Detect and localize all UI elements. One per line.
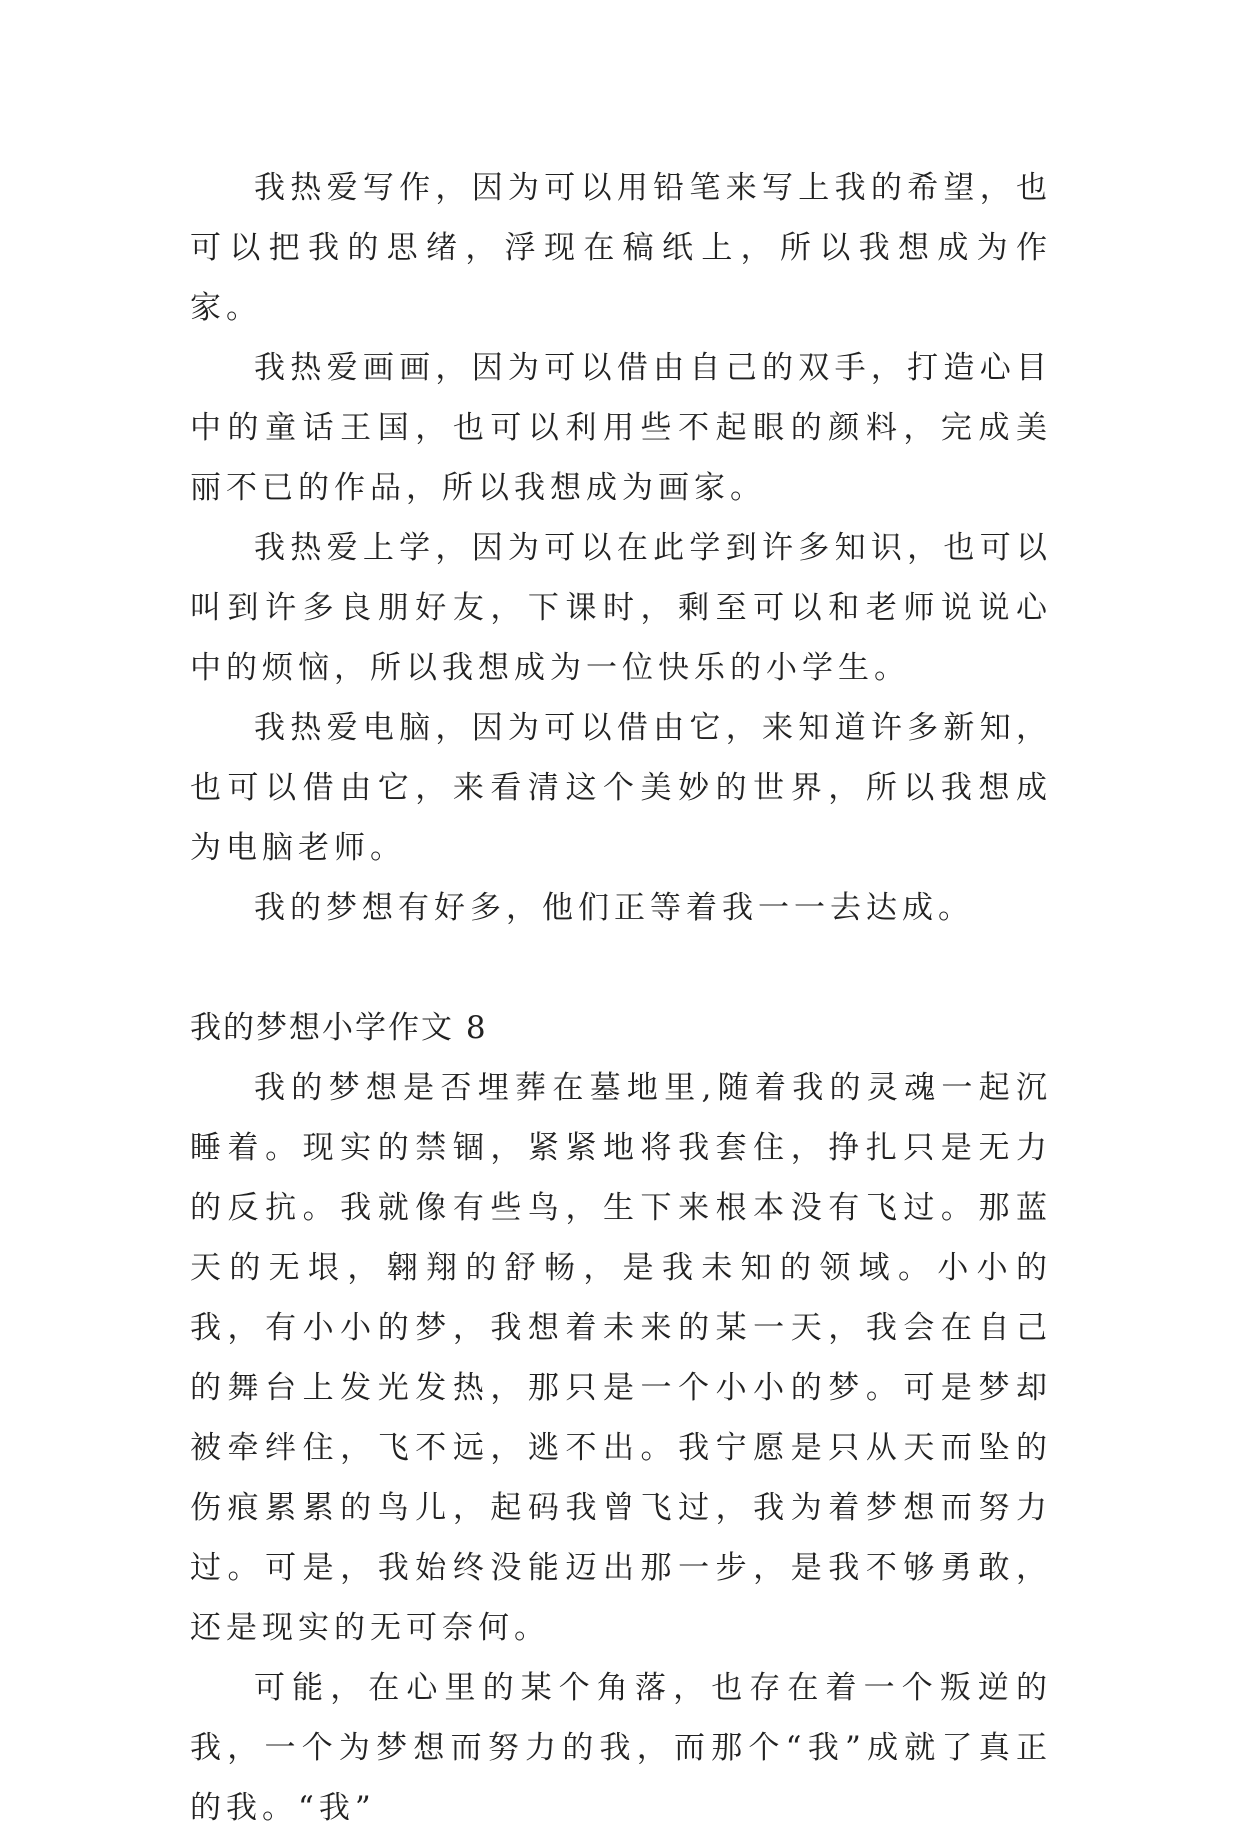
paragraph-school: 我热爱上学，因为可以在此学到许多知识，也可以叫到许多良朋好友，下课时，剩至可以和老师说说心中的烦恼，所以我想成为一位快乐的小学生。 [190,530,1052,686]
section-heading: 我的梦想小学作文 8 [190,1010,488,1046]
document-body [190,158,1052,1838]
paragraph-conclusion: 我的梦想有好多，他们正等着我一一去达成。 [254,890,974,926]
paragraph-writing: 我热爱写作，因为可以用铅笔来写上我的希望，也可以把我的思绪，浮现在稿纸上，所以我想成为作家。 [190,170,1052,326]
paragraph-computer: 我热爱电脑，因为可以借由它，来知道许多新知，也可以借由它，来看清这个美妙的世界，所以我想成为电脑老师。 [190,710,1052,866]
paragraph-dream-buried: 我的梦想是否埋葬在墓地里,随着我的灵魂一起沉睡着。现实的禁锢，紧紧地将我套住，挣扎只是无力的反抗。我就像有些鸟，生下来根本没有飞过。那蓝天的无垠，翱翔的舒畅，是我未知的领域。小小的我，有小小的梦，我想着未来的某一天，我会在自己的舞台上发光发热，那只是一个小小的梦。可是梦却被牵绊住，飞不远，逃不出。我宁愿是只从天而坠的伤痕累累的鸟儿，起码我曾飞过，我为着梦想而努力过。可是，我始终没能迈出那一步，是我不够勇敢，还是现实的无可奈何。 [190,1070,1052,1646]
paragraph-painting: 我热爱画画，因为可以借由自己的双手，打造心目中的童话王国，也可以利用些不起眼的颜料，完成美丽不已的作品，所以我想成为画家。 [190,350,1052,506]
section-gap [190,938,1052,998]
paragraph-rebel-self: 可能，在心里的某个角落，也存在着一个叛逆的我，一个为梦想而努力的我，而那个“我”成就了真正的我。“我” [190,1670,1052,1826]
